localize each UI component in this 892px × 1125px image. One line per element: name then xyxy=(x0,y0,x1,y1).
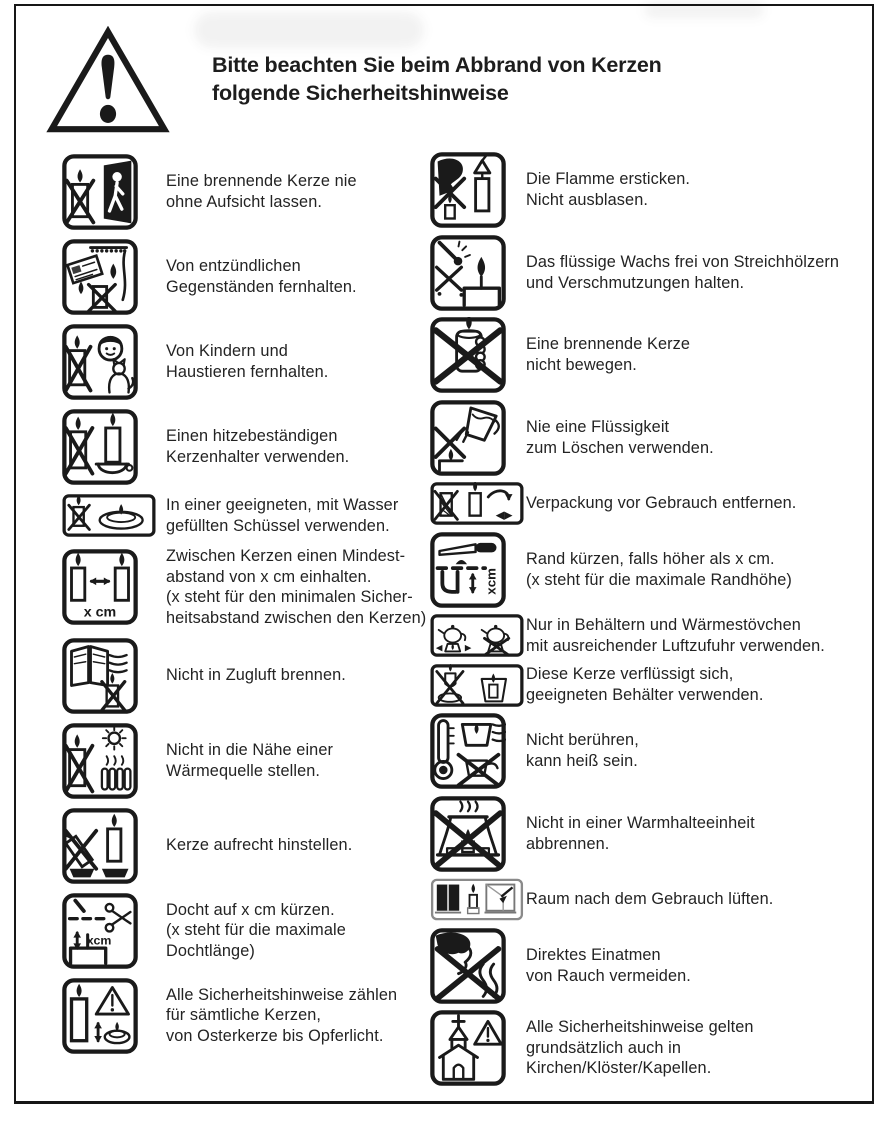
safety-item xyxy=(430,400,876,476)
safety-item-text xyxy=(526,1017,754,1079)
children-pets-icon xyxy=(62,324,166,400)
text-line: (x steht für den minimalen Sicher- xyxy=(166,588,413,607)
svg-text:xcm: xcm xyxy=(483,567,499,595)
safety-item-text xyxy=(526,889,773,910)
safety-item xyxy=(430,482,876,525)
right-column xyxy=(430,152,876,1093)
text-line: kann heiß sein. xyxy=(526,752,638,770)
heat-source-icon xyxy=(62,723,166,799)
safety-item-text xyxy=(526,615,825,656)
scan-artifact xyxy=(644,2,764,18)
text-line: In einer geeigneten, mit Wasser xyxy=(166,495,399,514)
safety-item-text xyxy=(526,549,792,590)
text-line: Haustieren fernhalten. xyxy=(166,363,329,381)
no-food-warmer-icon xyxy=(430,796,526,872)
safety-item xyxy=(62,808,434,884)
safety-item-text xyxy=(166,341,328,382)
text-line: für sämtliche Kerzen, xyxy=(166,1006,322,1025)
text-line: Nicht in einer Warmhalteeinheit xyxy=(526,813,755,832)
text-line: gefüllten Schüssel verwenden. xyxy=(166,516,390,535)
remove-packaging-icon xyxy=(430,482,526,525)
text-line: abbrennen. xyxy=(526,834,610,853)
safety-item xyxy=(430,1010,876,1086)
draft-icon xyxy=(62,638,166,714)
safety-item xyxy=(62,239,434,315)
clean-wax-icon xyxy=(430,235,526,311)
text-line: von Osterkerze bis Opferlicht. xyxy=(166,1027,384,1046)
text-line: Nicht in die Nähe einer xyxy=(166,741,334,760)
safety-item xyxy=(62,723,434,799)
safety-item xyxy=(430,713,876,789)
text-line: Nicht ausblasen. xyxy=(526,191,648,209)
safety-item xyxy=(430,317,876,393)
no-liquid-icon xyxy=(430,400,526,476)
left-column xyxy=(62,154,434,1063)
safety-item-text xyxy=(166,740,333,781)
text-line: heitsabstand zwischen den Kerzen) xyxy=(166,609,427,628)
text-line: geeigneten Behälter verwenden. xyxy=(526,686,764,704)
safety-item-text xyxy=(526,813,755,854)
text-line: Die Flamme ersticken. xyxy=(526,170,691,189)
text-line: Rand kürzen, falls höher als x cm. xyxy=(526,549,775,568)
svg-text:x cm: x cm xyxy=(83,604,117,621)
text-line: Alle Sicherheitshinweise gelten xyxy=(526,1017,754,1036)
safety-item-text xyxy=(166,495,398,536)
warning-triangle-exclamation-icon xyxy=(46,26,170,136)
safety-item xyxy=(430,928,876,1004)
safety-item-text xyxy=(166,546,426,629)
safety-item xyxy=(62,978,434,1054)
liquefying-candle-icon xyxy=(430,664,526,707)
text-line: Wärmequelle stellen. xyxy=(166,761,321,780)
safety-item xyxy=(430,532,876,608)
unattended-candle-icon xyxy=(62,154,166,230)
safety-item-text xyxy=(526,493,796,514)
safety-item xyxy=(430,614,876,657)
safety-item-text xyxy=(526,334,690,375)
text-line: Einen hitzebeständigen xyxy=(166,427,338,446)
text-line: abstand von x cm einhalten. xyxy=(166,567,372,586)
safety-item xyxy=(62,409,434,485)
trim-rim-icon xyxy=(430,532,526,608)
text-line: Eine brennende Kerze nie xyxy=(166,172,357,191)
safety-item-text xyxy=(166,171,357,212)
all-candle-types-icon xyxy=(62,978,166,1054)
safety-item xyxy=(62,638,434,714)
safety-item-text xyxy=(166,985,397,1047)
text-line: Von entzündlichen xyxy=(166,257,301,276)
page-title xyxy=(212,52,662,107)
safety-item xyxy=(430,235,876,311)
safety-item xyxy=(430,152,876,228)
text-line: und Verschmutzungen halten. xyxy=(526,273,745,292)
text-line: zum Löschen verwenden. xyxy=(526,438,714,457)
text-line: (x steht für die maximale xyxy=(166,921,346,940)
flammable-objects-icon xyxy=(62,239,166,315)
water-bowl-icon xyxy=(62,494,166,537)
svg-text:xcm: xcm xyxy=(86,933,112,948)
text-line: Eine brennende Kerze xyxy=(526,335,691,354)
text-line: (x steht für die maximale Randhöhe) xyxy=(526,570,792,589)
trim-wick-icon xyxy=(62,893,166,969)
air-supply-icon xyxy=(430,614,526,657)
text-line: Gegenständen fernhalten. xyxy=(166,278,357,296)
church-use-icon xyxy=(430,1010,526,1086)
text-line: Raum nach dem Gebrauch lüften. xyxy=(526,890,774,909)
text-line: Kerze aufrecht hinstellen. xyxy=(166,836,353,855)
ventilate-room-icon xyxy=(430,878,526,921)
text-line: Kerzenhalter verwenden. xyxy=(166,448,350,466)
text-line: Das flüssige Wachs frei von Streichhölzern xyxy=(526,252,840,271)
text-line: von Rauch vermeiden. xyxy=(526,966,691,985)
safety-item-text xyxy=(166,426,349,467)
safety-item xyxy=(62,546,434,629)
text-line: Direktes Einatmen xyxy=(526,945,661,964)
smother-flame-icon xyxy=(430,152,526,228)
text-line: Verpackung vor Gebrauch entfernen. xyxy=(526,494,797,513)
text-line: Von Kindern und xyxy=(166,342,288,361)
text-line: grundsätzlich auch in xyxy=(526,1038,682,1057)
text-line: Alle Sicherheitshinweise zählen xyxy=(166,985,398,1004)
safety-item xyxy=(62,893,434,969)
safety-item xyxy=(62,494,434,537)
safety-item-text xyxy=(166,900,346,962)
scan-artifact xyxy=(194,12,424,48)
safety-item-text xyxy=(526,169,690,210)
title-line: Bitte beachten Sie beim Abbrand von Kerzen xyxy=(212,53,662,77)
heatproof-holder-icon xyxy=(62,409,166,485)
text-line: Nicht berühren, xyxy=(526,731,639,750)
text-line: Zwischen Kerzen einen Mindest- xyxy=(166,547,406,565)
safety-item-text xyxy=(526,730,639,771)
safety-item-text xyxy=(166,835,352,856)
text-line: Nur in Behältern und Wärmestövchen xyxy=(526,615,801,634)
candle-distance-icon xyxy=(62,549,166,625)
safety-item xyxy=(62,154,434,230)
title-line: folgende Sicherheitshinweise xyxy=(212,80,509,105)
text-line: Nicht in Zugluft brennen. xyxy=(166,666,346,685)
safety-item-text xyxy=(526,664,763,705)
text-line: ohne Aufsicht lassen. xyxy=(166,193,322,211)
safety-item xyxy=(430,796,876,872)
text-line: Kirchen/Klöster/Kapellen. xyxy=(526,1059,712,1078)
text-line: Nie eine Flüssigkeit xyxy=(526,417,670,436)
safety-item xyxy=(62,324,434,400)
text-line: Dochtlänge) xyxy=(166,942,255,961)
safety-item xyxy=(430,878,876,921)
safety-item-text xyxy=(166,665,346,686)
safety-item xyxy=(430,664,876,707)
safety-item-text xyxy=(526,945,691,986)
upright-candle-icon xyxy=(62,808,166,884)
hot-surface-icon xyxy=(430,713,526,789)
text-line: Diese Kerze verflüssigt sich, xyxy=(526,665,734,684)
do-not-move-icon xyxy=(430,317,526,393)
no-smoke-inhaling-icon xyxy=(430,928,526,1004)
page-border xyxy=(14,4,874,1104)
text-line: nicht bewegen. xyxy=(526,356,637,374)
safety-item-text xyxy=(526,417,714,458)
text-line: Docht auf x cm kürzen. xyxy=(166,900,335,919)
safety-item-text xyxy=(526,252,839,293)
safety-item-text xyxy=(166,256,357,297)
text-line: mit ausreichender Luftzufuhr verwenden. xyxy=(526,636,825,655)
